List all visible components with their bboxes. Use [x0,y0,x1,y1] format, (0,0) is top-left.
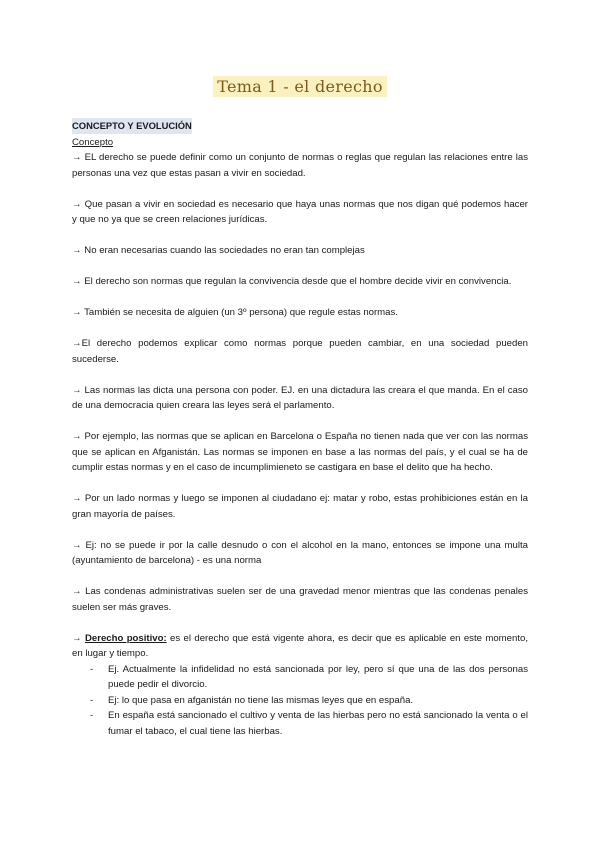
positive-law-paragraph [72,631,528,662]
arrow-mark: → [72,632,85,644]
list-item [90,708,528,739]
paragraph: → Ej: no se puede ir por la calle desnudo o con el alcohol en la mano, entonces se impone una multa (ayuntamiento de barcelona) - es una norma [72,539,528,566]
list-item-text: En españa está sancionado el cultivo y venta de las hierbas pero no está sancionado la venta o el fumar el tabaco, el cual tiene las hierbas. [108,710,528,737]
bullet-list [72,662,528,740]
dash-mark: - [90,663,94,675]
paragraph: →El derecho podemos explicar como normas porque pueden cambiar, en una sociedad pueden sucederse. [72,338,528,365]
dash-mark: - [90,710,94,721]
list-item-text: Ej. Actualmente la infidelidad no está sancionada por ley, pero sí que una de las dos personas puede pedir el divorcio. [108,663,528,690]
paragraph: → Por un lado normas y luego se imponen al ciudadano ej: matar y robo, estas prohibiciones están en la gran mayoría de países. [72,493,528,520]
page-title: Tema 1 - el derecho [213,76,387,97]
paragraph: → Las condenas administrativas suelen ser de una gravedad menor mientras que las condenas penales suelen ser más graves. [72,586,528,613]
list-item [90,693,528,709]
positive-law-text: es el derecho que está vigente ahora, es decir que es aplicable en este momento, en lugar y tiempo. [72,632,528,659]
title-wrap [0,76,600,97]
list-item [90,662,528,693]
section-heading: CONCEPTO Y EVOLUCIÓN [72,118,192,134]
list-item-text: Ej: lo que pasa en afganistán no tiene las mismas leyes que en españa. [108,694,414,706]
paragraph: → No eran necesarias cuando las sociedades no eran tan complejas [72,245,365,256]
paragraph: → Que pasan a vivir en sociedad es necesario que haya unas normas que nos digan qué podemos hacer y que no ya que se creen relaciones jurídicas. [72,198,528,225]
paragraph: → También se necesita de alguien (un 3º persona) que regule estas normas. [72,307,398,318]
positive-law-label: Derecho positivo: [84,632,167,644]
subheading: Concepto [72,136,114,148]
paragraph: → Las normas las dicta una persona con poder. EJ. en una dictadura las creara el que manda. En el caso de una democracia quien creara las leyes será el parlamento. [72,384,528,411]
paragraph: → Por ejemplo, las normas que se aplican en Barcelona o España no tienen nada que ver con las normas que se aplican en Afganistán. Las normas se imponen en base a las normas del país, y el cual se ha de cumplir estas normas y en el caso de incumplimieneto se castigara en base el delito que ha hecho. [72,431,528,473]
paragraph: → El derecho son normas que regulan la convivencia desde que el hombre decide vivir en convivencia. [72,276,512,287]
dash-mark: - [90,694,94,706]
paragraph: → EL derecho se puede definir como un conjunto de normas o reglas que regulan las relaciones entre las personas una vez que estas pasan a vivir en sociedad. [72,152,528,179]
document-body [72,118,528,739]
